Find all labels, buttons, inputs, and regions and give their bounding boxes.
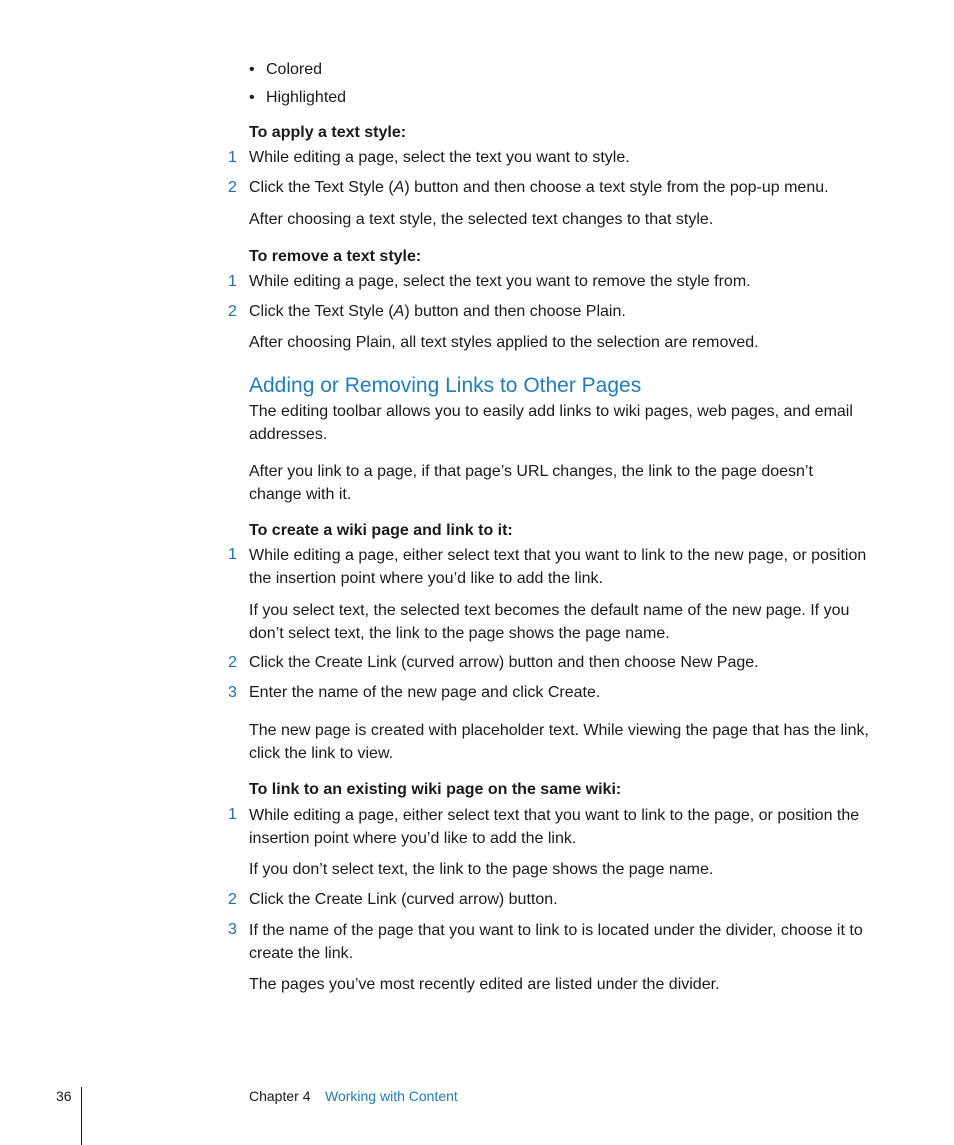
footer-chapter-title: Working with Content	[325, 1088, 458, 1104]
section-paragraph: After you link to a page, if that page’s URL changes, the link to the page doesn’t change with it.	[249, 463, 813, 503]
step-number: 2	[228, 303, 237, 320]
step-note: After choosing Plain, all text styles applied to the selection are removed.	[249, 334, 759, 351]
bullet-marker: •	[249, 61, 255, 78]
step-text: While editing a page, either select text that you want to link to the new page, or position the insertion point where you’d like to add the link.	[249, 547, 867, 587]
step-number: 2	[228, 654, 237, 671]
bullet-item-highlighted: Highlighted	[266, 89, 347, 106]
bullet-item-colored: Colored	[266, 61, 323, 78]
step-text: Enter the name of the new page and click Create.	[249, 684, 601, 701]
step-text: Click the Create Link (curved arrow) button.	[249, 891, 558, 908]
step-number: 1	[228, 149, 237, 166]
step-text: If the name of the page that you want to link to is located under the divider, choose it to create the link.	[249, 922, 863, 962]
step-note: After choosing a text style, the selected text changes to that style.	[249, 211, 714, 228]
step-text: While editing a page, either select text that you want to link to the page, or position the insertion point where you’d like to add the link.	[249, 807, 860, 847]
footer-divider	[81, 1087, 82, 1145]
step-note: The pages you’ve most recently edited are listed under the divider.	[249, 976, 720, 993]
section-paragraph: The editing toolbar allows you to easily add links to wiki pages, web pages, and email addresses.	[249, 403, 853, 443]
step-number: 3	[228, 684, 237, 701]
task-heading-remove-style: To remove a text style:	[249, 248, 422, 265]
step-number: 1	[228, 806, 237, 823]
task-heading-apply-style: To apply a text style:	[249, 124, 407, 141]
section-title: Adding or Removing Links to Other Pages	[249, 374, 642, 397]
page-number: 36	[56, 1088, 72, 1104]
step-text: Click the Text Style (A) button and then choose a text style from the pop-up menu.	[249, 179, 829, 196]
step-text: While editing a page, select the text you want to style.	[249, 149, 630, 166]
step-text: Click the Create Link (curved arrow) button and then choose New Page.	[249, 654, 759, 671]
step-note: The new page is created with placeholder text. While viewing the page that has the link, click the link to view.	[249, 722, 869, 762]
bullet-marker: •	[249, 89, 255, 106]
step-number: 1	[228, 546, 237, 563]
task-heading-create-wiki: To create a wiki page and link to it:	[249, 522, 513, 539]
step-text: While editing a page, select the text you want to remove the style from.	[249, 273, 751, 290]
step-number: 1	[228, 273, 237, 290]
step-number: 3	[228, 921, 237, 938]
footer-chapter-label: Chapter 4	[249, 1088, 311, 1104]
step-text: Click the Text Style (A) button and then choose Plain.	[249, 303, 626, 320]
step-note: If you select text, the selected text becomes the default name of the new page. If you don’t select text, the link to the page shows the page name.	[249, 602, 850, 642]
step-note: If you don’t select text, the link to the page shows the page name.	[249, 861, 714, 878]
step-number: 2	[228, 179, 237, 196]
task-heading-link-existing: To link to an existing wiki page on the same wiki:	[249, 781, 622, 798]
step-number: 2	[228, 891, 237, 908]
